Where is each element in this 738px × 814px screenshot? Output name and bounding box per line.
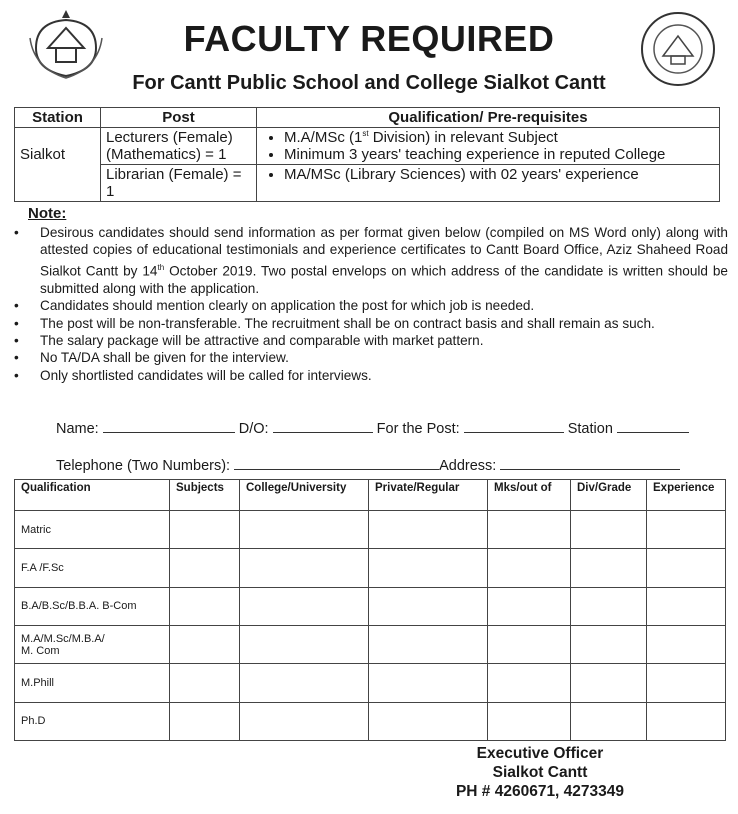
qualification-table [14,479,726,741]
page-title: FACULTY REQUIRED [183,18,555,59]
blank-cell[interactable] [240,587,369,625]
blank-cell[interactable] [240,511,369,549]
blank-cell[interactable] [369,511,488,549]
post-cell-librarian: Librarian (Female) = 1 [101,165,257,202]
blank-cell[interactable] [240,549,369,587]
qual-header: College/University [240,480,369,511]
note-list [14,224,728,384]
blank-cell[interactable] [170,702,240,740]
qual-cell: F.A /F.Sc [15,549,170,587]
do-label: D/O: [238,421,269,437]
qual-header: Qualification [15,480,170,511]
signatory-location: Sialkot Cantt [492,764,588,781]
blank-cell[interactable] [647,702,726,740]
qual-header: Mks/out of [488,480,571,511]
blank-cell[interactable] [369,625,488,663]
blank-cell[interactable] [571,549,647,587]
qual-cell: M.A/M.Sc/M.B.A/ M. Com [15,625,170,663]
blank-cell[interactable] [369,664,488,702]
page-subtitle: For Cantt Public School and College Sialkot Cantt [132,72,606,94]
blank-cell[interactable] [240,664,369,702]
qual-header: Private/Regular [369,480,488,511]
post-line: Lecturers (Female) [106,129,233,146]
name-label: Name: [56,421,99,437]
blank-cell[interactable] [170,664,240,702]
telephone-label: Telephone (Two Numbers): [56,458,231,474]
note-heading: Note: [28,205,67,222]
blank-cell[interactable] [647,625,726,663]
post-cell-lecturer [101,128,257,165]
qual-header: Div/Grade [571,480,647,511]
address-label: Address: [439,458,497,474]
blank-cell[interactable] [488,587,571,625]
requirements-cell-librarian [257,165,720,202]
blank-cell[interactable] [170,587,240,625]
blank-cell[interactable] [571,664,647,702]
qual-header: Subjects [170,480,240,511]
blank-cell[interactable] [571,702,647,740]
header-qualification: Qualification/ Pre-requisites [257,108,720,128]
blank-cell[interactable] [488,511,571,549]
note-item: • The salary package will be attractive and comparable with market pattern. [14,332,728,349]
blank-cell[interactable] [488,549,571,587]
blank-cell[interactable] [647,549,726,587]
qual-cell: Matric [15,511,170,549]
blank-cell[interactable] [369,549,488,587]
note-item: • The post will be non-transferable. The recruitment shall be on contract basis and shall remain as such. [14,315,728,332]
table-row [15,587,726,625]
note-item: • Candidates should mention clearly on application the post for which job is needed. [14,297,728,314]
blank-cell[interactable] [571,625,647,663]
blank-cell[interactable] [170,625,240,663]
station-cell: Sialkot [15,128,101,202]
form-line-2 [56,455,680,474]
requirement-item: • M.A/MSc (1st Division) in relevant Subject [284,129,714,146]
station-field[interactable] [617,418,689,433]
blank-cell[interactable] [571,587,647,625]
signatory-title: Executive Officer [476,745,604,762]
requirements-cell-lecturer [257,128,720,165]
blank-cell[interactable] [647,511,726,549]
note-item: • No TA/DA shall be given for the interview. [14,349,728,366]
blank-cell[interactable] [488,702,571,740]
signature-block [440,744,640,801]
form-line-1 [56,418,689,437]
requirement-item: • MA/MSc (Library Sciences) with 02 years' experience [284,166,714,183]
blank-cell[interactable] [170,511,240,549]
posts-table [14,107,720,202]
table-row [15,702,726,740]
do-field[interactable] [273,418,373,433]
note-item: • Desirous candidates should send information as per format given below (compiled on MS Word only) along with attested copies of educational testimonials and experience certificates to Cantt Board Office, Aziz Shaheed Road Sialkot Cantt by 14th October 2019. Two postal envelops on which address of the candidate is written should be submitted along with the application. [14,224,728,297]
blank-cell[interactable] [369,702,488,740]
blank-cell[interactable] [488,664,571,702]
table-row [15,511,726,549]
blank-cell[interactable] [647,587,726,625]
header-post: Post [101,108,257,128]
blank-cell[interactable] [369,587,488,625]
table-row [15,625,726,663]
telephone-field[interactable] [234,455,439,470]
address-field[interactable] [500,455,680,470]
table-row [15,549,726,587]
qual-cell: Ph.D [15,702,170,740]
qual-header: Experience [647,480,726,511]
post-label: For the Post: [376,421,460,437]
blank-cell[interactable] [240,625,369,663]
qual-cell: B.A/B.Sc/B.B.A. B-Com [15,587,170,625]
requirement-item: • Minimum 3 years' teaching experience in reputed College [284,146,714,163]
name-field[interactable] [103,418,235,433]
blank-cell[interactable] [647,664,726,702]
post-line: (Mathematics) = 1 [106,146,227,163]
header-station: Station [15,108,101,128]
post-field[interactable] [464,418,564,433]
blank-cell[interactable] [488,625,571,663]
blank-cell[interactable] [170,549,240,587]
station-label: Station [567,421,613,437]
phone-numbers: PH # 4260671, 4273349 [455,783,625,800]
qual-cell: M.Phill [15,664,170,702]
blank-cell[interactable] [571,511,647,549]
note-item: • Only shortlisted candidates will be called for interviews. [14,367,728,384]
blank-cell[interactable] [240,702,369,740]
table-row [15,664,726,702]
